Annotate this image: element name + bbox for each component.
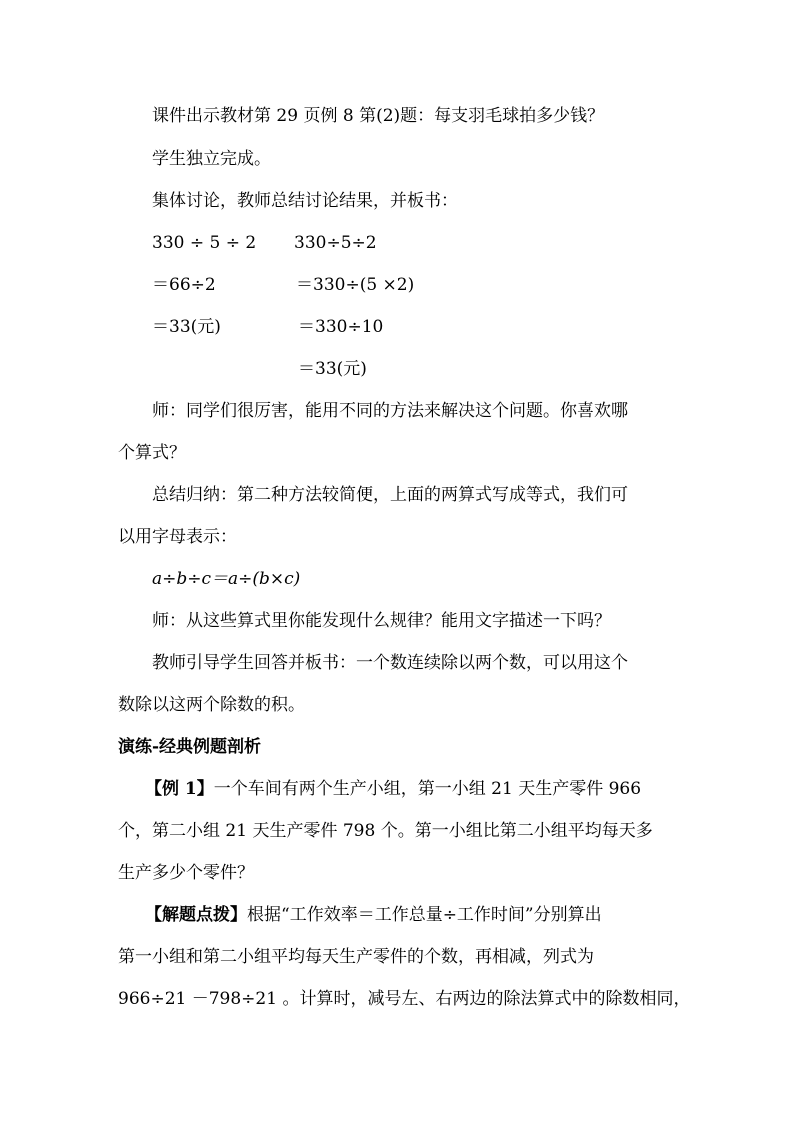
paragraph-line: 教师引导学生回答并板书：一个数连续除以两个数，可以用这个: [152, 653, 628, 673]
example-line: 生产多少个零件？: [118, 863, 254, 883]
calc-left-step: ＝33(元): [152, 317, 221, 337]
calc-right-step: ＝330÷(5 ×2): [296, 275, 415, 295]
paragraph-line: 课件出示教材第 29 页例 8 第(2)题：每支羽毛球拍多少钱？: [152, 106, 605, 126]
calc-left-step: 330 ÷ 5 ÷ 2: [152, 233, 257, 253]
tip-line: 966÷21 －798÷21 。计算时，减号左、右两边的除法算式中的除数相同，: [118, 989, 691, 1009]
section-heading: 演练-经典例题剖析: [118, 737, 262, 757]
formula: a÷b÷c＝a÷(b×c): [152, 569, 301, 589]
calc-right-step: ＝330÷10: [298, 317, 384, 337]
paragraph-line: 数除以这两个除数的积。: [118, 695, 305, 715]
tip-line: 第一小组和第二小组平均每天生产零件的个数，再相减，列式为: [118, 947, 594, 967]
tip-line: [145, 905, 602, 925]
paragraph-line: 集体讨论，教师总结讨论结果，并板书：: [152, 191, 458, 211]
paragraph-line: 总结归纳：第二种方法较简便，上面的两算式写成等式，我们可: [152, 485, 628, 505]
calc-right-step: ＝33(元): [298, 359, 367, 379]
tip-label: 【解题点拨】: [145, 905, 247, 925]
paragraph-line: 师：从这些算式里你能发现什么规律？能用文字描述一下吗？: [152, 611, 611, 631]
paragraph-line: 师：同学们很厉害，能用不同的方法来解决这个问题。你喜欢哪: [152, 401, 628, 421]
paragraph-line: 个算式？: [118, 443, 186, 463]
paragraph-line: 学生独立完成。: [152, 149, 271, 169]
example-line: [145, 779, 641, 799]
example-label: 【例 1】: [145, 779, 214, 799]
example-line: 个，第二小组 21 天生产零件 798 个。第一小组比第二小组平均每天多: [118, 821, 653, 841]
calc-left-step: ＝66÷2: [152, 275, 216, 295]
example-text: 一个车间有两个生产小组，第一小组 21 天生产零件 966: [213, 779, 642, 799]
calc-right-step: 330÷5÷2: [294, 233, 377, 253]
tip-text: 根据“工作效率＝工作总量÷工作时间”分别算出: [247, 905, 602, 925]
paragraph-line: 以用字母表示：: [118, 527, 237, 547]
